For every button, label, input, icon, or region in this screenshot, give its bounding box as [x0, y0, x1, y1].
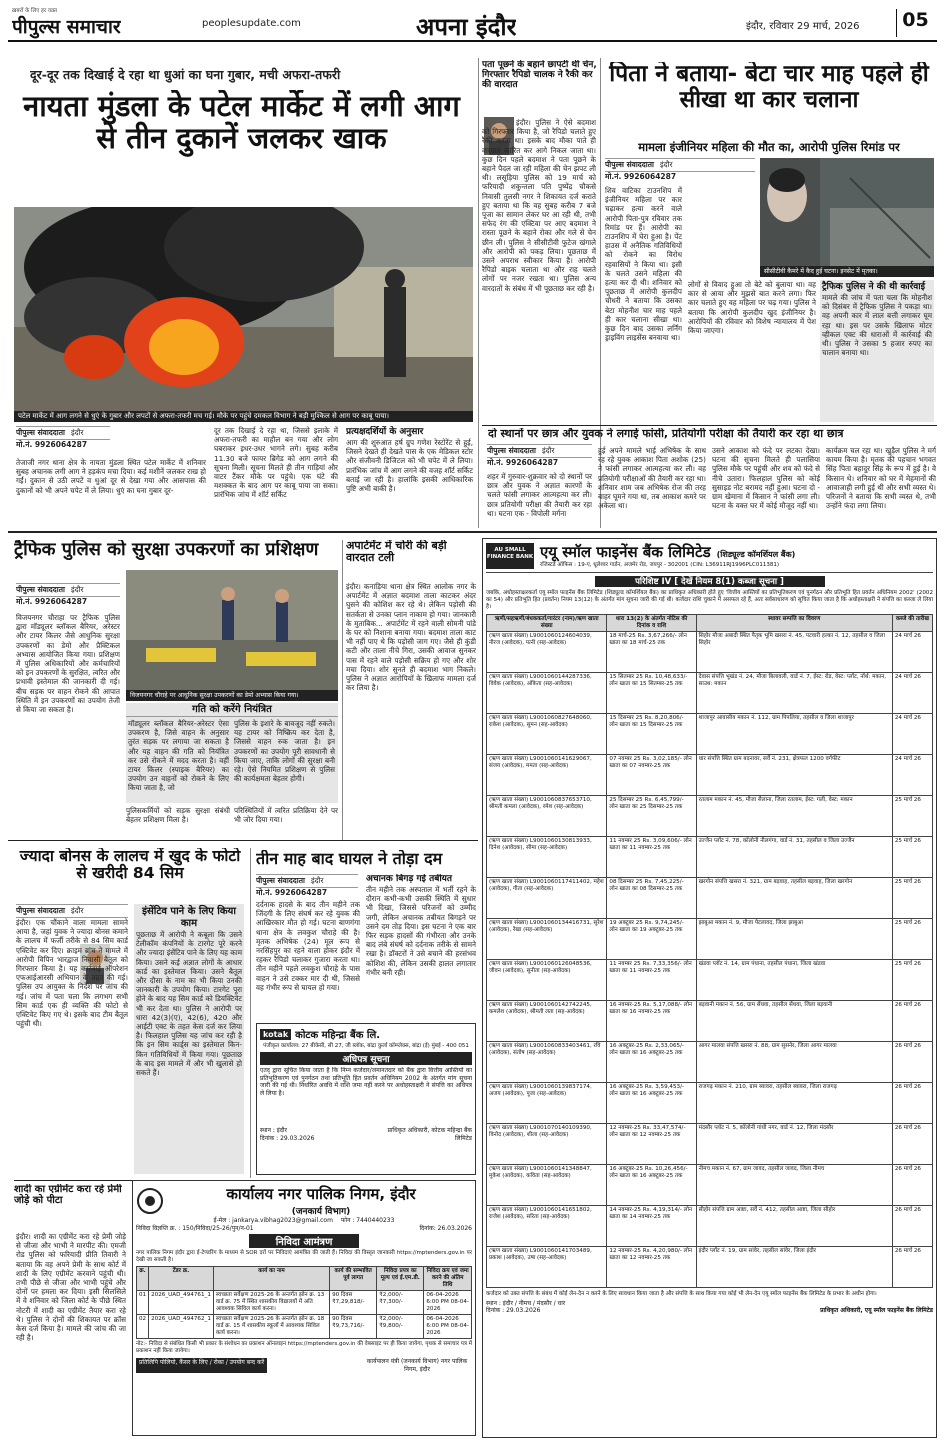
au-possession-cell: झाबुआ मकान नं. 9, मौजा पेटलावद, जिला झाबुआ [696, 918, 892, 959]
suicide-byline-block [487, 444, 592, 468]
kotak-notice [256, 1023, 476, 1175]
nagar-tender-col-header: क्र. [137, 1267, 149, 1291]
marriage-headline: शादी का एग्रीमेंट करा रहे प्रेमी जोड़े को पीटा [14, 1184, 122, 1207]
dateline: इंदौर, रविवार 29 मार्च, 2026 [746, 21, 860, 32]
au-possession-cell: 12 नवम्बर-25 Rs. 33,47,574/- लोन खाता का 12 नवम्बर-25 तक [607, 1123, 696, 1164]
au-possession-cell: 25 मार्च 26 [892, 795, 932, 836]
license-byline-city: इंदौर [659, 160, 673, 169]
au-possession-row [487, 1000, 933, 1041]
au-possession-cell: (ऋण खाता संख्या) L9001060827648060, राकेश (आवेदक), सुमन (सह-आवेदक) [487, 713, 607, 754]
au-possession-cell: (ऋण खाता संख्या) L9001060144287336, विवेक (आवेदक), अंकिता (सह-आवेदक) [487, 672, 607, 713]
au-possession-cell: (ऋण खाता संख्या) L9001060141629067, संजय (आवेदक), ममता (सह-आवेदक) [487, 754, 607, 795]
nagar-nigam-notice [132, 1180, 476, 1436]
nagar-tender-cell: ₹2,000/- ₹7,300/- [377, 1291, 424, 1315]
au-possession-cell: 26 मार्च 26 [892, 1000, 932, 1041]
injured-byline-block [256, 874, 358, 898]
nagar-tender-table [136, 1266, 472, 1339]
sim-headline: ज्यादा बोनस के लालच में खुद के फोटो से खरीदी 84 सिम [19, 848, 241, 883]
sim-text: इंदौर। एक चौंकाने वाला मामला सामने आया है, जहां युवक ने ज्यादा बोनस कमाने के लालच में फर्जी तरीके से 84 सिम कार्ड एक्टिवेट कर दिए। क्राइम ब्रांच ने मामले में आरोपी विपिन भारद्वाज निवासी बैतूल को गिरफ्तार किया है। यह कार्रवाई ऑपरेशन एफआईआरसी अभियान के तहत की गई। पुलिस उप आयुक्त के निर्देश पर जांच की गई। जांच में पता चला कि लगभग सभी सिम कार्ड एक ही व्यक्ति की फोटो से एक्टिवेट किए गए थे। इसके बाद टीम बैतूल पहुंची थी। [16, 918, 128, 1029]
license-box [820, 280, 934, 422]
traffic-photo-caption: विजयनगर चौराहे पर आधुनिक सुरक्षा उपकरणों का डेमो अभ्यास किया गया। [126, 690, 338, 701]
injured-col2 [366, 874, 476, 1020]
au-possession-cell: 25 दिसम्बर 25 Rs. 6,45,799/- लोन खाता का 25 दिसम्बर-25 तक [607, 795, 696, 836]
au-possession-cell: 11 नवम्बर 25 Rs. 3,09,606/- लोन खाता का 11 नवम्बर-25 तक [607, 836, 696, 877]
website[interactable]: peoplesupdate.com [202, 18, 301, 29]
nagar-title: कार्यालय नगर पालिक निगम, इंदौर [226, 1185, 416, 1203]
nagar-box-title: निविदा आमंत्रण [249, 1234, 359, 1248]
au-possession-cell: 16 अक्टूबर-25 Rs. 2,33,065/- लोन खाता का 16 अक्टूबर-25 तक [607, 1041, 696, 1082]
au-possession-cell: 15 सितम्बर 25 Rs. 10,48,633/- लोन खाता का 15 सितम्बर-25 तक [607, 672, 696, 713]
sim-box-text: पूछताछ में आरोपी ने कबूला कि उसने टेलीकॉम कंपनियों के टारगेट पूरे करने और ज्यादा इंसेंटिव पाने के लिए यह काम किया। उसने कई अज्ञात लोगों के आधार कार्ड का इस्तेमाल किया। उसने बैतूल और दौसा के नाम का भी किया उनकी जानकारी के उपयोग किया। टारगेट पूरा होने के बाद यह सिम कार्ड को डियक्टिवेट भी कर देता था। पुलिस ने आरोपी पर धारा 42(3)(ए), 42(6), 420 और आईटी एक्ट के तहत केस दर्ज कर लिया है। फिलहाल पुलिस यह जांच कर रही है कि इन सिम कार्ड्स का इस्तेमाल किन-किन गतिविधियों में किया गया। पूछताछ के बाद इस मामले में और भी खुलासे हो सकते हैं। [136, 930, 242, 1078]
lead-byline [16, 426, 110, 440]
suicide-text-2: हुई अपने मामले भाई अभिषेक के साथ रह रहे युवक आकाश पिता अशोक (25) ने फांसी लगाकर आत्महत्या कर ली। वह प्रतियोगी परीक्षाओं की तैयारी कर रहा था। शनिवार शाम जब अभिषेक रोज की तरह बाहर घूमने गया था, तब आकाश कमरे पर अकेला था। [598, 446, 706, 511]
arrest-headline: पता पूछने के बहाने छापटी थी चेन, गिरफ्तार रैपिडो चालक ने रैकी कर की वारदात [482, 60, 597, 91]
traffic-byline-city: इंदौर [70, 585, 84, 594]
nagar-tender-col-header: कार्य का नाम [213, 1267, 329, 1291]
training-illustration [126, 570, 338, 690]
au-possession-cell: राजगढ़ मकान नं. 210, ग्राम ब्यावरा, तहसील ब्यावरा, जिला राजगढ़ [696, 1082, 892, 1123]
license-text-1: शिव वाटिका टाउनशिप में इंजीनियर महिला पर कार चढ़ाकर हत्या करने वाले आरोपी पिता-पुत्र रविवार तक रिमांड पर हैं। आरोपी का टाउनशिप में घेरा हुआ है। पेंट हाउस में अनैतिक गतिविधियों को रोकने का विरोध रहवासियों ने किया था। इसी के चलते उसने महिला की हत्या कर दी थी। शनिवार को पूछताछ में आरोपी कुलदीप चौधरी ने बताया कि उसका बेटा मोहनीश चार माह पहले ही कार चलाना सीखा था। कुछ दिन बाद उसका लर्निंग ड्राइविंग लाइसेंस बनवाया था। [605, 186, 682, 343]
traffic-foot-1: पुलिसकर्मियों को सड़क सुरक्षा संबंधी बेहतर प्रशिक्षण मिला है। [126, 806, 230, 825]
sim-byline [16, 904, 128, 918]
suicide-byline [487, 444, 592, 458]
au-possession-cell: 16 अक्टूबर-25 Rs. 3,59,453/- लोन खाता का 16 अक्टूबर-25 तक [607, 1082, 696, 1123]
nagar-tender-cell: स्वच्छता सर्वेक्षण 2025-26 के अन्तर्गत झोन क्र. 18 वार्ड क्र. 15 में शासकीय स्कूलों में आवश्यक सिविल कार्य करना। [213, 1315, 329, 1339]
page-number: 05 [896, 9, 934, 37]
suicide-text-1: शहर में गुरुवार-शुक्रवार को दो स्थानों पर छात्र और युवक ने अज्ञात कारणों के चलते फांसी लगाकर आत्महत्या कर ली। छात्र प्रतियोगी परीक्षा की तैयारी कर रहा था। घटना एक - विपोली मर्गना [487, 472, 592, 518]
kotak-title: अधिपत्र सूचना [260, 1052, 472, 1065]
theft-text: इंदौर। कनाड़िया थाना क्षेत्र स्थित आलोक नगर के अपार्टमेंट में अज्ञात बदमाश ताला काटकर अंदर घुसने की कोशिश कर रहे थे। लेकिन पड़ोसी की सतर्कता से उनका प्लान नाकाम हो गया। जानकारी के मुताबिक... अपार्टमेंट में रहने वाली सोमनी पांडे के घर को निशाना बनाया गया। बदमाश ताला काट भी नहीं पाए थे कि पड़ोसी जाग गए। जैसे ही कुंडी कटी और ताला नीचे गिरा, उसकी आवाज सुनकर पास में रहने वाले पड़ोसी सक्रिय हो गए और शोर मचा दिया। शोर सुनते ही बदमाश भाग निकले। पुलिस ने अज्ञात आरोपियों के खिलाफ मामला दर्ज कर लिया है। [346, 582, 476, 693]
nagar-phone: फोन : 7440440233 [340, 1217, 395, 1224]
nagar-nigam-emblem-icon [136, 1187, 164, 1215]
suicide-text-3: उसने आकाश को फंदे पर लटका देखा। घटना की सूचना मिलते ही पलासिया पुलिस मौके पर पहुंची और शव को फंदे से नीचे उतारा। फिलहाल पुलिस को कोई सुसाइड नोट बरामद नहीं हुआ। घटना दो - ग्राम खेमाना में किसान ने फांसी लगा ली। घटना के वक्त घर में कोई मौजूद नहीं था। [712, 446, 820, 511]
au-possession-cell: 25 मार्च 26 [892, 918, 932, 959]
injured-headline: तीन माह बाद घायल ने तोड़ा दम [256, 850, 443, 868]
au-possession-cell: उज्जैन प्लॉट नं. 78, कॉलोनी नीलगंगा, वार्ड नं. 31, तहसील व जिला उज्जैन [696, 836, 892, 877]
au-possession-row [487, 1246, 933, 1287]
nagar-dept: (जनकार्य विभाग) [291, 1207, 351, 1217]
masthead [8, 6, 937, 42]
injured-text-1: दर्दनाक हादसे के बाद तीन महीने तक जिंदगी के लिए संघर्ष कर रहे युवक की आखिरकार मौत हो गई। घटना बाणगंगा थाना क्षेत्र के लवकुश चौराहे की है। मृतक अभिषेक (24) मूल रूप से नरसिंहपुर का रहने वाला होकर इंदौर में रहकर रैपिडो चलाकर गुजारा करता था। तीन महीने पहले लवकुश चौराहे के पास वाहन ने उसे टक्कर मार दी थी, जिससे वह गंभीर रूप से घायल हो गया। [256, 900, 360, 992]
traffic-byline [16, 583, 120, 597]
au-possession-cell: 26 मार्च 26 [892, 1246, 932, 1287]
lead-byline-name: पीपुल्स संवाददाता [16, 428, 65, 437]
nagar-tender-cell: स्वच्छता सर्वेक्षण 2025-26 के अन्तर्गत झोन क्र. 13 वार्ड क्र. 75 में स्थित शासकीय विद्यालयों में अति आवश्यक सिविल कार्य करना। [213, 1291, 329, 1315]
lead-byline-city: इंदौर [70, 428, 84, 437]
au-possession-cell: आगर मालवा संपत्ति खसरा नं. 88, ग्राम सुसनेर, जिला आगर मालवा [696, 1041, 892, 1082]
au-possession-row [487, 1041, 933, 1082]
au-possession-col-header: ऋणी/सहऋणी/बंधककर्ता/गारंटर (नाम)/ऋण खाता संख्या [487, 614, 607, 631]
au-possession-cell: 16 नवम्बर-25 Rs. 5,17,088/- लोन खाता का 16 नवम्बर-25 तक [607, 1000, 696, 1041]
paper-name: पीपुल्स समाचार [12, 16, 121, 38]
traffic-box-col1: मॉड्यूलर ब्लॉकल बैरियर-अरेस्टर ऐसा उपकरण है, जिसे वाहन के अनुसार तुरंत सड़क पर लगाया जा सकता है और यह वाहन की गति को नियंत्रित कर उसे रोकने में मदद करता है। वहीं टायर किलर (स्पाइक बैरियर) का उपयोग उन वाहनों को रोकने के लिए किया जाता है, जो [128, 719, 229, 793]
au-possession-table [486, 614, 933, 1288]
marriage-text: इंदौर। शादी का एग्रीमेंट करा रहे प्रेमी जोड़े से जीजा और भाभी ने मारपीट की। एमजी रोड पुलिस को फरियादी प्रीति तिवारी ने बताया कि वह अपने प्रेमी के साथ कोर्ट में शादी के लिए एग्रीमेंट करवाने पहुंची थी। तभी पीछे से जीजा और भाभी पहुंचे और दोनों पर हमला कर दिया। इसी सिलसिले में वे शनिवार को जिला कोर्ट के पीछे स्थित नोटरी में शादी का एग्रीमेंट तैयार करा रहे थे। पुलिस ने दोनों की शिकायत पर क्रॉस केस दर्ज किया है। मामले की जांच की जा रही है। [16, 1232, 126, 1343]
au-possession-row [487, 795, 933, 836]
lead-mobile: मो.नं. 9926064287 [16, 440, 88, 449]
lead-photo [14, 207, 473, 411]
lead-text-3: आग की शुरुआत हर्ष ग्रुप गणेश रेस्टोरेंट से हुई, जिसने देखते ही देखते पास के एक मेडिकल स्टोर और संजीवनी डिजिटल को भी चपेट में ले लिया। प्रारंभिक जांच में आग लगने की वजह शॉर्ट सर्किट बताई जा रही है। हालांकि इसकी आधिकारिक पुष्टि अभी बाकी है। [346, 438, 473, 494]
nagar-tender-col-header: निविदा क्रय एवं जमा करने की अंतिम तिथि [424, 1267, 472, 1291]
au-possession-col-header: धारा 13(2) के अंतर्गत नोटिस की दिनांक व राशि [607, 614, 696, 631]
traffic-text: विजयनगर चौराहा पर ट्रैफिक पुलिस द्वारा मॉड्यूलर ब्लॉकल बैरियर, अरेस्टर और टायर किलर जैसे आधुनिक सुरक्षा उपकरणों का डेमो और प्रैक्टिकल अभ्यास आयोजित किया गया। प्रशिक्षण में पुलिस अधिकारियों और कर्मचारियों को इन उपकरणों के सुरक्षित, त्वरित और प्रभावी इस्तेमाल की जानकारी दी गई। बीच सड़क पर वाहन रोकने की आपात स्थिति में इन उपकरणों का उपयोग तेजी से किया जा सकता है। [16, 613, 120, 715]
au-signatory: प्राधिकृत अधिकारी, एयू स्मॉल फाइनेंस बैंक लिमिटेड [820, 1307, 933, 1315]
injured-byline-name: पीपुल्स संवाददाता [256, 876, 305, 885]
au-possession-cell: 11 नवम्बर 25 Rs. 7,33,356/- लोन खाता का 11 नवम्बर-25 तक [607, 959, 696, 1000]
au-possession-row [487, 754, 933, 795]
au-possession-cell: (ऋण खाता संख्या) L9001060141703489, प्रकाश (आवेदक), उषा (सह-आवेदक) [487, 1246, 607, 1287]
au-possession-col-header: स्थावर सम्पत्ति का विवरण [696, 614, 892, 631]
kotak-place: स्थान : इंदौर [260, 1127, 287, 1134]
au-possession-cell: 16 अक्टूबर-25 Rs. 10,26,456/- लोन खाता का 16 अक्टूबर-25 तक [607, 1164, 696, 1205]
nagar-tender-cell: 06-04-2026 6:00 PM 08-04-2026 [424, 1315, 472, 1339]
au-possession-cell: धार संपत्ति स्थित ग्राम बदनावर, सर्वे नं. 231, क्षेत्रफल 1200 वर्गफीट [696, 754, 892, 795]
au-intro: जबकि, अधोहस्ताक्षरकर्ता एयू स्मॉल फाइनेंस बैंक लिमिटेड (शिड्यूल्ड कॉमर्शियल बैंक) का प्राधिकृत अधिकारी होते हुए 'वित्तीय आस्तियों का प्रतिभूतिकरण एवं पुनर्गठन और प्रतिभूति हित प्रवर्तन अधिनियम 2002' (2002 का 54) और प्रतिभूति हित (प्रवर्तन) नियम 13(12) के अंतर्गत मांग सूचना जारी की गई थी। कर्जदार राशि चुकाने में असफल रहे हैं, अतः सर्वसाधारण को सूचित किया जाता है कि अधोहस्ताक्षरी ने संपत्ति का कब्जा ले लिया है। [486, 589, 933, 610]
traffic-photo [126, 570, 338, 690]
nagar-tender-cell: 2026_UAD_494761_1 [149, 1291, 214, 1315]
au-possession-cell: शाजापुर आवासीय मकान नं. 112, ग्राम पिपलिया, तहसील व जिला शाजापुर [696, 713, 892, 754]
license-byline [605, 158, 755, 172]
traffic-byline-block [16, 583, 120, 607]
au-possession-cell: (ऋण खाता संख्या) L9001060126048536, जीवन (आवेदक), सुनीता (सह-आवेदक) [487, 959, 607, 1000]
au-possession-cell: मंदसौर प्लॉट नं. 5, कॉलोनी गांधी नगर, वार्ड नं. 12, जिला मंदसौर [696, 1123, 892, 1164]
suicide-byline-name: पीपुल्स संवाददाता [487, 446, 536, 455]
au-possession-cell: 12 नवम्बर-25 Rs. 4,20,980/- लोन खाता का 12 नवम्बर-25 तक [607, 1246, 696, 1287]
traffic-box-col2: पुलिस के इशारे के बावजूद नहीं रुकते। यह टायर को निष्क्रिय कर देता है, जिससे वाहन रुक जाता है। इन उपकरणों का उपयोग पूरी सावधानी से किया जाए, ताकि लोगों की सुरक्षा बनी रहे। ऐसे नियमित प्रशिक्षण से पुलिस की कार्यक्षमता बेहतर होगी। [234, 719, 335, 784]
sim-byline-city: इंदौर [70, 906, 84, 915]
lead-headline: नायता मुंडला के पटेल मार्केट में लगी आग से तीन दुकानें जलकर खाक [23, 90, 460, 156]
au-possession-cell: 25 मार्च 26 [892, 877, 932, 918]
au-possession-cell: (ऋण खाता संख्या) L9001060142742245, कमलेश (आवेदक), श्रीमती लता (सह-आवेदक) [487, 1000, 607, 1041]
masthead-tagline: ख़बरों के लिए हर वक़्त [12, 8, 58, 14]
suicide-mobile: मो.नं. 9926064287 [487, 458, 559, 467]
fire-photo-illustration [14, 207, 473, 411]
nagar-tender-cell: 02 [137, 1315, 149, 1339]
traffic-byline-name: पीपुल्स संवाददाता [16, 585, 65, 594]
nagar-tender-cell: 90 दिवस ₹9,73,716/- [330, 1315, 377, 1339]
au-possession-row [487, 631, 933, 672]
au-possession-row [487, 1164, 933, 1205]
au-possession-cell: (ऋण खाता संख्या) L9001060117411402, महेश (आवेदक), गीता (सह-आवेदक) [487, 877, 607, 918]
suicide-byline-city: इंदौर [541, 446, 555, 455]
cctv-illustration [760, 158, 934, 266]
nagar-tender-cell: 90 दिवस ₹7,29,818/- [330, 1291, 377, 1315]
au-logo: AU SMALL FINANCE BANK [486, 543, 534, 569]
au-bank-sub: (शिड्यूल्ड कॉमर्शियल बैंक) [716, 550, 796, 559]
section-title: अपना इंदौर [416, 13, 517, 41]
nagar-tender-col-header: कार्य की सम्भावित पूर्व लागत [330, 1267, 377, 1291]
traffic-mobile: मो.नं. 9926064287 [16, 597, 88, 606]
au-possession-row [487, 877, 933, 918]
lead-text-2: दूर तक दिखाई दे रहा था, जिससे इलाके में अफरा-तफरी का माहौल बन गया और लोग घबराकर इधर-उधर भागने लगे। सुबह करीब 11.30 बजे फायर ब्रिगेड को आग लगने की सूचना मिली। सूचना मिलते ही तीन गाड़ियां और वाटर टैंकर मौके पर पहुंचे। एक घंटे की मशक्कत के बाद आग पर काबू पाया जा सका। प्रारंभिक जांच में शॉर्ट सर्किट [214, 426, 338, 500]
au-address: रजिस्टर्ड ऑफिस : 19-ए, धूलेश्वर गार्डन, अजमेर रोड, जयपुर - 302001 (CIN: L36911RJ1996PLC011381) [540, 562, 779, 568]
kotak-bank-name: कोटक महिन्द्रा बैंक लि. [295, 1030, 381, 1041]
sim-byline-name: पीपुल्स संवाददाता [16, 906, 65, 915]
au-possession-cell: सिहोर मौजा अबादी स्थित पैतृक भूमि खसरा नं. 45, पटवारी हल्का नं. 12, तहसील व जिला सिहोर [696, 631, 892, 672]
au-possession-cell: (ऋण खाता संख्या) L9001060833403461, रवि (आवेदक), संतोष (सह-आवेदक) [487, 1041, 607, 1082]
au-possession-cell: 26 मार्च 26 [892, 1123, 932, 1164]
suicide-headline: दो स्थानों पर छात्र और युवक ने लगाई फांसी, प्रतियोगी परीक्षा की तैयारी कर रहा था छात्र [488, 428, 844, 440]
kotak-date: दिनांक : 29.03.2026 [260, 1134, 315, 1142]
au-possession-row [487, 836, 933, 877]
au-possession-col-header: कब्जे की तारीख [892, 614, 932, 631]
au-possession-cell: 26 मार्च 26 [892, 1041, 932, 1082]
au-possession-cell: (ऋण खाता संख्या) L9001060130813933, दिनेश (आवेदक), सीमा (सह-आवेदक) [487, 836, 607, 877]
au-possession-cell: सीहोर संपत्ति ग्राम आष्टा, सर्वे नं. 412, तहसील आष्टा, जिला सीहोर [696, 1205, 892, 1246]
nagar-tender-cell: 06-04-2026 6:00 PM 08-04-2026 [424, 1291, 472, 1315]
kotak-signatory: प्राधिकृत अधिकारी, कोटक महिन्द्रा बैंक लिमिटेड [387, 1127, 472, 1142]
nagar-ref: निविदा विज्ञप्ति क्र. : 150/निविदा/25-26/पुन/न-01 [136, 1224, 254, 1232]
au-possession-cell: 26 मार्च 26 [892, 1205, 932, 1246]
au-possession-cell: देवास संपत्ति भूखंड नं. 24, मौजा बिलावली, वार्ड नं. 7, ईस्ट: रोड, वेस्ट: प्लॉट, नॉर्थ: मकान, साउथ: मकान [696, 672, 892, 713]
au-possession-cell: (ऋण खाता संख्या) L9001060139837174, अजय (आवेदक), पूजा (सह-आवेदक) [487, 1082, 607, 1123]
traffic-foot-2: परिस्थितियों में त्वरित प्रतिक्रिया देने पर भी जोर दिया गया। [234, 806, 338, 825]
lead-photo-caption: पटेल मार्केट में आग लगने से धुएं के गुबार और लपटों से अफरा-तफरी मच गई। मौके पर पहुंचे दमकल विभाग ने बड़ी मुश्किल से आग पर काबू पाया। [14, 411, 473, 422]
nagar-footer-left: प्रतिलिपि पोलियो, कैंसर के लिए / रोका / उपयोग बन्द करें [136, 1358, 267, 1373]
au-bank-notice [482, 538, 937, 1438]
au-possession-cell: (ऋण खाता संख्या) L9001060141348847, मुकेश (आवेदक), कविता (सह-आवेदक) [487, 1164, 607, 1205]
injured-col2-head: अचानक बिगड़ गई तबीयत [366, 874, 453, 884]
license-subhead: मामला इंजीनियर महिला की मौत का, आरोपी पुलिस रिमांड पर [638, 140, 900, 154]
license-col1-head [605, 158, 755, 182]
license-headline: पिता ने बताया- बेटा चार माह पहले ही सीखा था कार चलाना [609, 62, 929, 113]
license-photo-caption: सीसीटीवी कैमरे में कैद हुई घटना। इनसेट में मृतका। [760, 266, 934, 277]
au-title: परिशिष्ट IV [ देखें नियम 8(1) कब्जा सूचना ] [595, 576, 825, 587]
au-possession-row [487, 672, 933, 713]
au-possession-cell: 26 मार्च 26 [892, 1082, 932, 1123]
nagar-tender-cell: ₹2,000/- ₹9,800/- [377, 1315, 424, 1339]
au-possession-cell: 25 मार्च 26 [892, 959, 932, 1000]
au-possession-cell: 07 नवम्बर 25 Rs. 3,02,185/- लोन खाता का 07 नवम्बर-25 तक [607, 754, 696, 795]
au-place: स्थान : इंदौर / नीमच / मंदसौर / धार [486, 1299, 566, 1307]
nagar-tender-row [137, 1291, 472, 1315]
lead-text-1: तेजाजी नगर थाना क्षेत्र के नायता मुंडला स्थित पटेल मार्केट में शनिवार सुबह अचानक लगी आग ने हड़कंप मचा दिया। कई मशीनें जलकर राख हो गईं। दुकान से उठी लपटें व धुआं दूर से देखा गया और आसपास की दुकानों को भी अपने चपेट में ले लिया। धुएं का घना गुबार दूर- [16, 458, 206, 495]
traffic-box [126, 703, 338, 803]
arrest-text: इंदौर। पुलिस ने ऐसे बदमाश को गिरफ्तार किया है, जो रैपिडो चलाते हुए रैकी करता था। इसके बाद मौका पाते ही वारदात कारित कर आगे निकल जाता था। कुछ दिन पहले बदमाश ने पता पूछने के बहाने पैदल जा रही महिला की चेन झपट ली थी। लसूड़िया पुलिस को 19 मार्च को फरियादी शकुन्तला पति पुष्पेंद्र चौकसे निवासी तुलसी नगर ने शिकायत दर्ज कराते हुए बताया था कि वह सुबह करीब 7 बजे पूजा का सामान लेकर घर आ रही थी, तभी सफेद रंग की एक्टिवा पर आए बदमाश ने रास्ता पूछने के बहाने रोका और गले से चेन छीन ली। पुलिस ने सीसीटीवी फुटेज खंगाले और आरोपी को पकड़ लिया। पूछताछ में उसने अपराध स्वीकार किया है। आरोपी रैपिडो बाइक चलाता था और राह चलते लोगों पर नजर रखता था। पुलिस अन्य वारदातों के संबंध में भी पूछताछ कर रही है। [482, 118, 596, 293]
nagar-tender-row [137, 1315, 472, 1339]
au-possession-cell: इंदौर प्लॉट नं. 19, ग्राम सांवेर, तहसील सांवेर, जिला इंदौर [696, 1246, 892, 1287]
au-bank-name: एयू स्मॉल फाइनेंस बैंक लिमिटेड [540, 543, 711, 561]
lead-kicker: दूर-दूर तक दिखाई दे रहा था धुआं का घना गुबार, मची अफरा-तफरी [30, 67, 341, 82]
kotak-address: पंजीकृत कार्यालय: 27 बीकेसी, सी 27, जी ब्लॉक, बांद्रा कुर्ला कॉम्प्लेक्स, बांद्रा (ई) मुंबई - 400 051 [263, 1043, 469, 1049]
au-footer: कर्जदार को उक्त संपत्ति के संबंध में कोई लेन-देन न करने के लिए सावधान किया जाता है और संपत्ति के साथ किया गया कोई भी लेन-देन एयू स्मॉल फाइनेंस बैंक लिमिटेड के प्रभार के अधीन होगा। [486, 1290, 877, 1297]
au-possession-cell: 19 अक्टूबर 25 Rs. 9,74,245/- लोन खाता का 19 अक्टूबर-25 तक [607, 918, 696, 959]
nagar-tender-col-header: निविदा प्रपत्र का मूल्य एवं ई.एम.डी. [377, 1267, 424, 1291]
au-possession-cell: 18 मार्च-25 Rs. 3,67,266/- लोन खाता का 18 मार्च-25 तक [607, 631, 696, 672]
sim-box [134, 904, 244, 1174]
license-photo [760, 158, 934, 266]
kotak-body: एतद् द्वारा सूचित किया जाता है कि निम्न कर्जदार/जमानतदार को बैंक द्वारा वित्तीय आस्तियों का प्रतिभूतिकरण एवं पुनर्गठन तथा प्रतिभूति हित प्रवर्तन अधिनियम 2002 के अंतर्गत मांग सूचना जारी की गई थी। निर्धारित अवधि में राशि जमा नहीं करने पर अधोहस्ताक्षरी ने संपत्ति का अधिपत्र ले लिया है। [260, 1067, 472, 1097]
au-date: दिनांक : 29.03.2026 [486, 1307, 541, 1315]
lead-col3-head: प्रत्यक्षदर्शियों के अनुसार [346, 427, 424, 437]
au-possession-cell: 14 नवम्बर-25 Rs. 4,19,314/- लोन खाता का 14 नवम्बर-25 तक [607, 1205, 696, 1246]
au-possession-cell: (ऋण खाता संख्या) L9001060837653710, श्रीमती कमला (आवेदक), रमेश (सह-आवेदक) [487, 795, 607, 836]
au-possession-cell: 08 दिसम्बर 25 Rs. 7,45,225/- लोन खाता का 08 दिसम्बर-25 तक [607, 877, 696, 918]
suicide-text-4: कार्यक्रम चल रहा था। खुड़ैल पुलिस ने मर्ग कायम किया है। मृतक की पहचान भगवत सिंह पिता बहादुर सिंह के रूप में हुई है। वे किसान थे। शनिवार को घर में मेहमानों की आवाजाही लगी हुई थी और सभी व्यस्त थे। परिजनों ने बताया कि सभी व्यस्त थे, तभी उन्होंने फंदा लगा लिया। [826, 446, 936, 511]
kotak-logo: kotak [260, 1029, 291, 1040]
nagar-email: ई-मेल : jankarya.vibhag2023@gmail.com [213, 1217, 333, 1224]
license-byline-name: पीपुल्स संवाददाता [605, 160, 654, 169]
au-possession-row [487, 713, 933, 754]
au-possession-cell: बड़वानी मकान नं. 56, ग्राम सेंधवा, तहसील सेंधवा, जिला बड़वानी [696, 1000, 892, 1041]
nagar-tender-cell: 01 [137, 1291, 149, 1315]
au-possession-cell: 24 मार्च 26 [892, 713, 932, 754]
au-possession-cell: 26 मार्च 26 [892, 1164, 932, 1205]
nagar-note: नोट:- निविदा से संबंधित किसी भी प्रकार के संशोधन का प्रकाशन ऑनलाइन https://mptenders.gov.in की वेबसाइट पर ही किया जायेगा, पृथक से समाचार पत्र में प्रकाशन नहीं किया जायेगा। [136, 1341, 472, 1355]
au-possession-row [487, 918, 933, 959]
injured-text-2: तीन महीने तक अस्पताल में भर्ती रहने के दौरान कभी-कभी उसकी स्थिति में सुधार भी दिखा, जिससे परिजनों को उम्मीद जगी, लेकिन अचानक तबीयत बिगड़ने पर उसने दम तोड़ दिया। इस घटना ने एक बार फिर सड़क हादसों की गंभीरता और उनके बाद लंबे संघर्ष को दर्दनाक तरीके से सामने रखा है। डॉक्टरों ने उसे बचाने की हरसंभव कोशिश की, लेकिन उसकी हालत लगातार गंभीर बनी रही। [366, 885, 476, 977]
au-possession-cell: 25 मार्च 26 [892, 836, 932, 877]
au-possession-cell: (ऋण खाता संख्या) L9001060134416731, सुरेश (आवेदक), रेखा (सह-आवेदक) [487, 918, 607, 959]
au-possession-row [487, 1205, 933, 1246]
au-possession-cell: (ऋण खाता संख्या) L9001070140109390, विनोद (आवेदक), शीला (सह-आवेदक) [487, 1123, 607, 1164]
nagar-tender-cell: 2026_UAD_494762_1 [149, 1315, 214, 1339]
injured-byline-city: इंदौर [310, 876, 324, 885]
au-possession-row [487, 1123, 933, 1164]
au-possession-cell: (ऋण खाता संख्या) L9001060141651802, राजेश (आवेदक), सरिता (सह-आवेदक) [487, 1205, 607, 1246]
au-possession-cell: नीमच मकान नं. 67, ग्राम जावद, तहसील जावद, जिला नीमच [696, 1164, 892, 1205]
nagar-intro: नगर पालिक निगम इंदौर द्वारा ई-टेण्डरिंग के माध्यम से SOR दरों पर निविदाएं आमंत्रित की जाती हैं। निविदा की विस्तृत जानकारी https://mptenders.gov.in पर देखी जा सकती है। [136, 1250, 472, 1264]
license-mobile: मो.नं. 9926064287 [605, 172, 677, 181]
au-possession-cell: 24 मार्च 26 [892, 631, 932, 672]
traffic-box-head: गति को करेंगे नियंत्रित [126, 703, 338, 717]
au-possession-cell: रतलाम मकान नं. 45, मौजा सैलाना, जिला रतलाम, ईस्ट: गली, वेस्ट: मकान [696, 795, 892, 836]
license-text-2: लोगों से विवाद हुआ तो बेटे को बुलाया था। वह कार से आया और मुझसे बात करने लगा। फिर कार चलाते हुए वह महिला पर चढ़ गया। पुलिस ने बताया कि आरोपी कुलदीप खुद इंजीनियर है। आरोपियों की रविवार को विशेष न्यायालय में पेश किया जाएगा। [688, 280, 816, 336]
au-possession-row [487, 959, 933, 1000]
au-possession-cell: खरगोन संपत्ति खसरा नं. 321, ग्राम बड़वाह, तहसील बड़वाह, जिला खरगोन [696, 877, 892, 918]
injured-byline [256, 874, 358, 888]
au-possession-row [487, 1082, 933, 1123]
theft-headline: अपार्टमेंट में चोरी की बड़ी वारदात टली [346, 540, 447, 565]
nagar-date: दिनांक: 26.03.2026 [419, 1224, 472, 1232]
au-possession-cell: 24 मार्च 26 [892, 672, 932, 713]
au-possession-cell: (ऋण खाता संख्या) L9001060124604039, नीरज (आवेदक), पत्नी (सह-आवेदक) [487, 631, 607, 672]
au-possession-cell: 15 दिसम्बर 25 Rs. 8,20,806/- लोन खाता का 15 दिसम्बर-25 तक [607, 713, 696, 754]
license-box-text: मामले की जांच में पता चला कि मोहनीश को दिसंबर में ट्रैफिक पुलिस ने पकड़ा था। वह अपनी कार में लाल बत्ती लगाकर घूम रहा था। इस पर उसके खिलाफ मोटर व्हीकल एक्ट की धाराओं में कार्रवाई की थी। पुलिस ने उसका 5 हजार रुपए का चालान बनाया था। [822, 293, 932, 358]
license-box-head: ट्रैफिक पुलिस ने की थी कार्रवाई [822, 282, 926, 292]
au-possession-cell: खंडवा प्लॉट नं. 14, ग्राम पंधाना, तहसील पंधाना, जिला खंडवा [696, 959, 892, 1000]
nagar-tender-col-header: टेंडर क्र. [149, 1267, 214, 1291]
lead-col3 [346, 426, 473, 526]
sim-box-head: इंसेंटिव पाने के लिए किया काम [142, 906, 236, 929]
injured-mobile: मो.नं. 9926064287 [256, 888, 328, 897]
nagar-signatory: कार्यपालन यंत्री (जनकार्य विभाग) नगर पालिक निगम, इंदौर [366, 1358, 468, 1373]
traffic-headline: ट्रैफिक पुलिस को सुरक्षा उपकरणों का प्रशिक्षण [14, 540, 319, 560]
au-possession-cell: 24 मार्च 26 [892, 754, 932, 795]
